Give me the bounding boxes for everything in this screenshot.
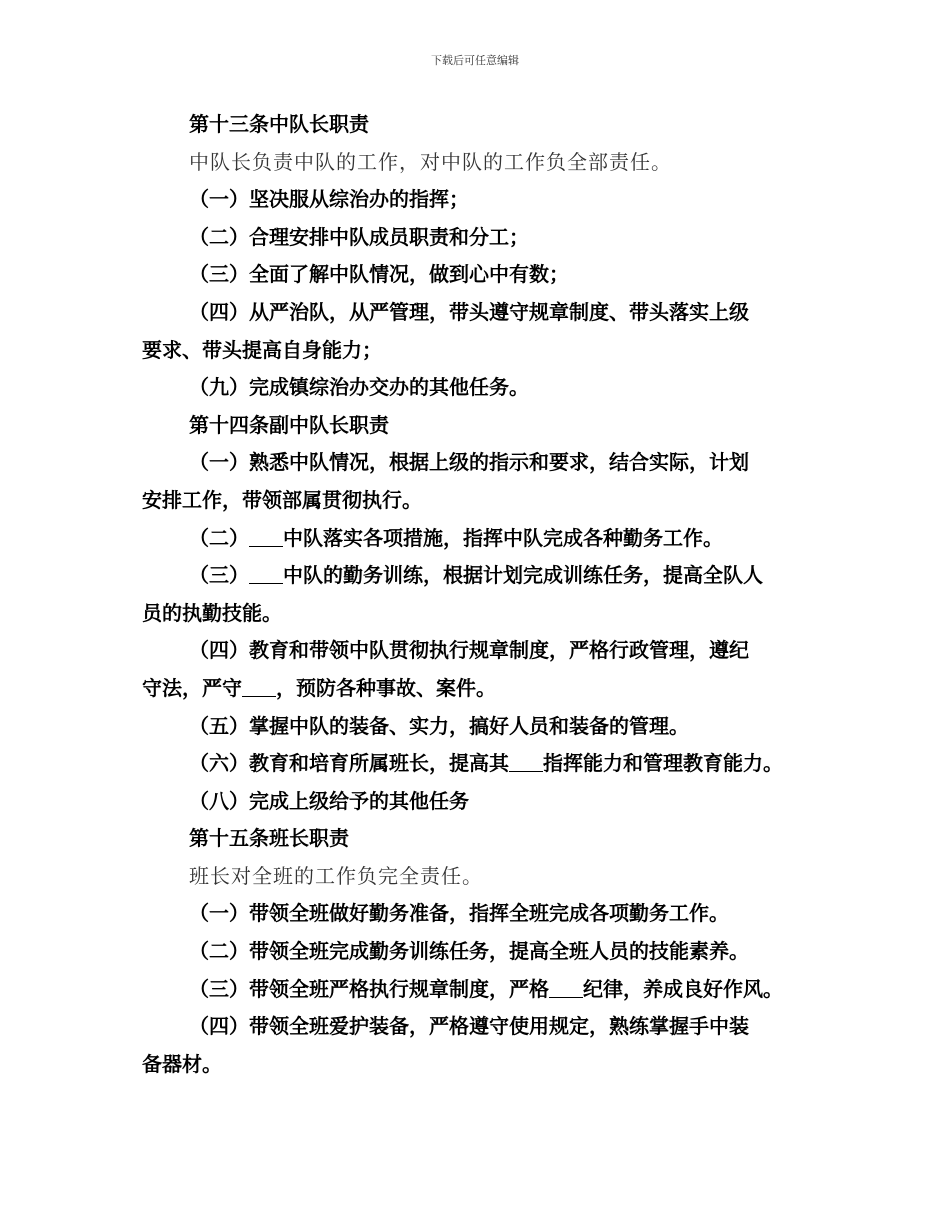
text-segment: （六）教育和培育所属班长，提高其 — [189, 751, 509, 776]
text-line: （五）掌握中队的装备、实力，搞好人员和装备的管理。 — [189, 713, 689, 738]
text-line — [142, 670, 822, 708]
fill-in-blank — [249, 528, 283, 547]
text-line: （三）全面了解中队情况，做到心中有数； — [189, 262, 569, 287]
text-line: 第十五条班长职责 — [189, 826, 349, 851]
text-line — [142, 520, 822, 558]
text-segment: 中队的勤务训练，根据计划完成训练任务，提高全队人 — [283, 563, 763, 588]
text-line: 要求、带头提高自身能力； — [142, 337, 382, 362]
text-segment: （二） — [189, 525, 249, 550]
text-line: （九）完成镇综治办交办的其他任务。 — [189, 375, 529, 400]
text-line: （二）带领全班完成勤务训练任务，提高全班人员的技能素养。 — [189, 939, 749, 964]
text-line: 员的执勤技能。 — [142, 600, 282, 625]
text-segment: 中队落实各项措施，指挥中队完成各种勤务工作。 — [283, 525, 723, 550]
fill-in-blank — [249, 565, 283, 584]
text-line: 安排工作，带领部属贯彻执行。 — [142, 487, 422, 512]
text-segment: 守法，严守 — [142, 675, 242, 700]
fill-in-blank — [242, 678, 276, 697]
header-note: 下载后可任意编辑 — [431, 54, 519, 67]
fill-in-blank — [549, 979, 583, 998]
fill-in-blank — [509, 753, 543, 772]
text-line: 班长对全班的工作负完全责任。 — [189, 863, 483, 888]
text-line: （一）熟悉中队情况，根据上级的指示和要求，结合实际，计划 — [189, 450, 749, 475]
text-line: （四）从严治队，从严管理，带头遵守规章制度、带头落实上级 — [189, 299, 749, 324]
text-line: （四）教育和带领中队贯彻执行规章制度，严格行政管理，遵纪 — [189, 638, 749, 663]
text-segment: 纪律，养成良好作风。 — [583, 976, 783, 1001]
text-segment: ，预防各种事故、案件。 — [276, 675, 496, 700]
text-line — [142, 971, 822, 1009]
text-line: （八）完成上级给予的其他任务 — [189, 788, 469, 813]
text-segment: 指挥能力和管理教育能力。 — [543, 751, 783, 776]
text-line: （一）坚决服从综治办的指挥； — [189, 187, 469, 212]
text-segment: （三）带领全班严格执行规章制度，严格 — [189, 976, 549, 1001]
text-line: 中队长负责中队的工作，对中队的工作负全部责任。 — [189, 149, 672, 174]
text-line: （四）带领全班爱护装备，严格遵守使用规定，熟练掌握手中装 — [189, 1014, 749, 1039]
text-segment: （三） — [189, 563, 249, 588]
text-line: （一）带领全班做好勤务准备，指挥全班完成各项勤务工作。 — [189, 901, 729, 926]
text-line: 第十三条中队长职责 — [189, 112, 369, 136]
text-line — [142, 557, 822, 595]
text-line: 第十四条副中队长职责 — [189, 412, 389, 437]
document-body — [142, 106, 822, 1083]
text-line: 备器材。 — [142, 1051, 222, 1076]
text-line — [142, 745, 822, 783]
text-line: （二）合理安排中队成员职责和分工； — [189, 224, 529, 249]
